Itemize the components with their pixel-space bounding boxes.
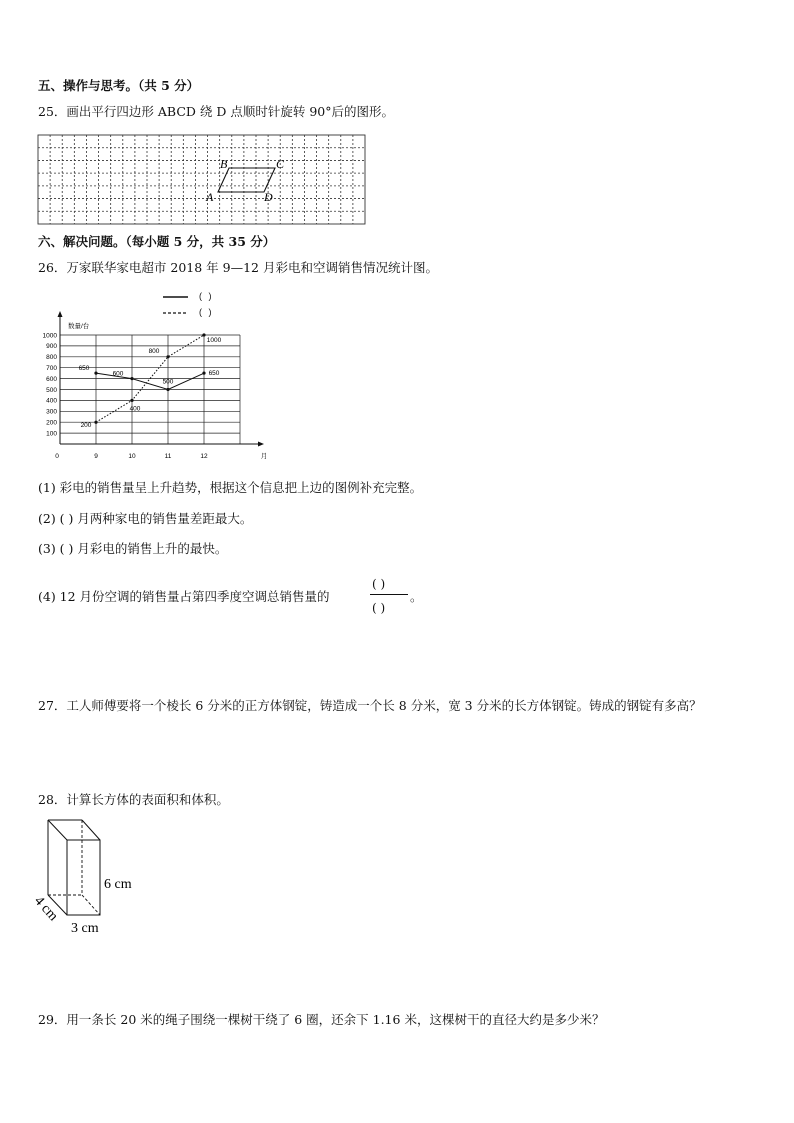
y-tick-label: 600: [46, 375, 57, 383]
section-6-heading: 六、解决问题。（每小题 5 分，共 35 分）: [38, 234, 276, 249]
dashed-data-label: 400: [129, 405, 141, 413]
question-26-sub4-end: 。: [410, 589, 423, 604]
solid-data-point: [202, 372, 205, 375]
y-tick-label: 1000: [42, 332, 57, 340]
dashed-data-point: [130, 399, 133, 402]
solid-data-point: [94, 372, 97, 375]
height-label: 6 cm: [104, 877, 132, 892]
parallelogram-abcd: [218, 168, 275, 192]
dashed-data-point: [202, 333, 205, 336]
y-axis-title: 数量/台: [68, 323, 90, 330]
question-26-sub3: (3) ( ) 月彩电的销售上升的最快。: [38, 541, 228, 556]
y-tick-label: 200: [46, 419, 57, 427]
vertex-label-a: A: [206, 190, 214, 204]
section-5-heading: 五、操作与思考。（共 5 分）: [38, 78, 200, 93]
question-26-sub4: (4) 12 月份空调的销售量占第四季度空调总销售量的: [38, 589, 330, 604]
fraction-bar: [370, 594, 408, 595]
solid-data-label: 500: [162, 378, 174, 386]
rotation-grid: [38, 135, 366, 225]
y-tick-label: 800: [46, 354, 57, 362]
dashed-data-point: [94, 421, 97, 424]
y-tick-label: 500: [46, 386, 57, 394]
question-28-text: 28．计算长方体的表面积和体积。: [38, 792, 229, 807]
solid-data-label: 600: [112, 370, 124, 378]
x-tick-label: 12: [200, 453, 208, 460]
solid-data-label: 650: [78, 365, 90, 373]
y-tick-label: 400: [46, 397, 57, 405]
question-25-text: 25．画出平行四边形 ABCD 绕 D 点顺时针旋转 90°后的图形。: [38, 104, 394, 119]
x-axis-title: 月: [260, 453, 268, 460]
dashed-data-point: [166, 355, 169, 358]
legend-solid-label: ( ): [199, 291, 214, 301]
solid-data-label: 650: [208, 370, 220, 378]
fraction-denominator: ( ): [372, 601, 386, 615]
legend-dashed-label: ( ): [199, 307, 214, 317]
solid-data-point: [130, 377, 133, 380]
y-tick-label: 300: [46, 408, 57, 416]
x-axis-arrow: [258, 442, 264, 447]
y-tick-label: 900: [46, 343, 57, 351]
dashed-data-label: 1000: [206, 337, 222, 344]
vertex-label-b: B: [220, 157, 228, 171]
fraction-numerator: ( ): [372, 577, 386, 591]
x-tick-label: 10: [128, 453, 136, 460]
vertex-label-c: C: [276, 157, 285, 171]
dashed-data-label: 200: [80, 422, 92, 430]
y-axis-arrow: [58, 311, 63, 317]
question-29-text: 29．用一条长 20 米的绳子围绕一棵树干绕了 6 圈，还余下 1.16 米，这棵树干的直径大约是多少米？: [38, 1012, 605, 1027]
origin-label: 0: [55, 453, 59, 460]
solid-data-point: [166, 388, 169, 391]
width-label: 3 cm: [71, 921, 99, 936]
sales-line-chart: [30, 310, 270, 465]
y-tick-label: 100: [46, 430, 57, 438]
depth-label: 4 cm: [31, 893, 61, 925]
question-26-sub2: (2) ( ) 月两种家电的销售量差距最大。: [38, 511, 253, 526]
vertex-label-d: D: [264, 190, 273, 204]
x-tick-label: 9: [94, 453, 98, 460]
cuboid-figure: [30, 815, 160, 940]
dashed-data-label: 800: [148, 347, 160, 355]
x-tick-label: 11: [164, 453, 172, 460]
question-27-text: 27．工人师傅要将一个棱长 6 分米的正方体钢锭，铸造成一个长 8 分米，宽 3 分米的长方体钢锭。铸成的钢锭有多高？: [38, 698, 702, 713]
question-26-text: 26．万家联华家电超市 2018 年 9—12 月彩电和空调销售情况统计图。: [38, 260, 438, 275]
y-tick-label: 700: [46, 365, 57, 372]
question-26-sub1: (1) 彩电的销售量呈上升趋势，根据这个信息把上边的图例补充完整。: [38, 480, 423, 495]
